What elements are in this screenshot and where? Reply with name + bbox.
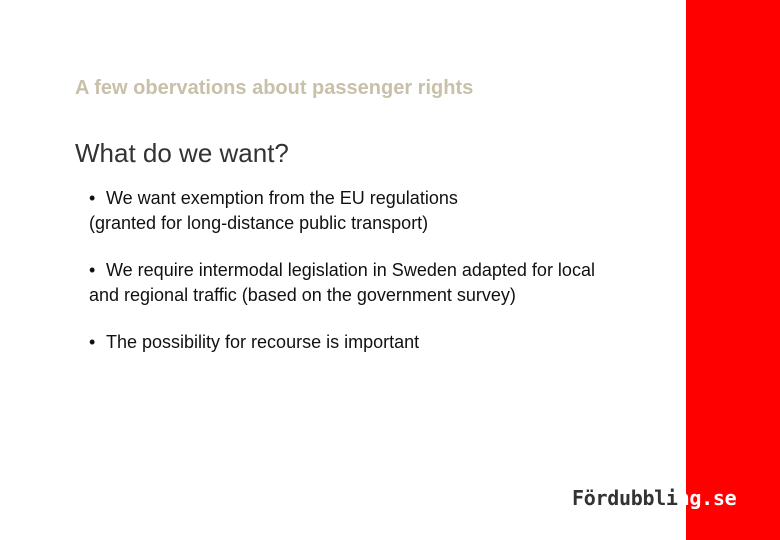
bullet-dot-icon: •	[89, 260, 96, 280]
bullet-line: The possibility for recourse is important	[106, 332, 420, 352]
bullet-dot-icon: •	[89, 188, 96, 208]
bullet-line: (granted for long-distance public transport)	[89, 213, 429, 233]
logo-text-dark: Fördubbli	[572, 486, 678, 510]
bullet-dot-icon: •	[89, 332, 96, 352]
bullet-line: and regional traffic (based on the government survey)	[89, 285, 516, 305]
bullet-item	[89, 258, 595, 308]
bullet-item	[89, 186, 458, 236]
fordubbling-logo	[572, 486, 736, 510]
slide-title: A few obervations about passenger rights	[75, 77, 474, 99]
logo-text-light: ng.se	[677, 486, 737, 510]
bullet-item	[89, 330, 419, 355]
red-side-bar	[686, 0, 780, 540]
bullet-line: We require intermodal legislation in Sweden adapted for local	[106, 260, 595, 280]
slide-subtitle: What do we want?	[75, 138, 289, 168]
bullet-line: We want exemption from the EU regulations	[106, 188, 458, 208]
